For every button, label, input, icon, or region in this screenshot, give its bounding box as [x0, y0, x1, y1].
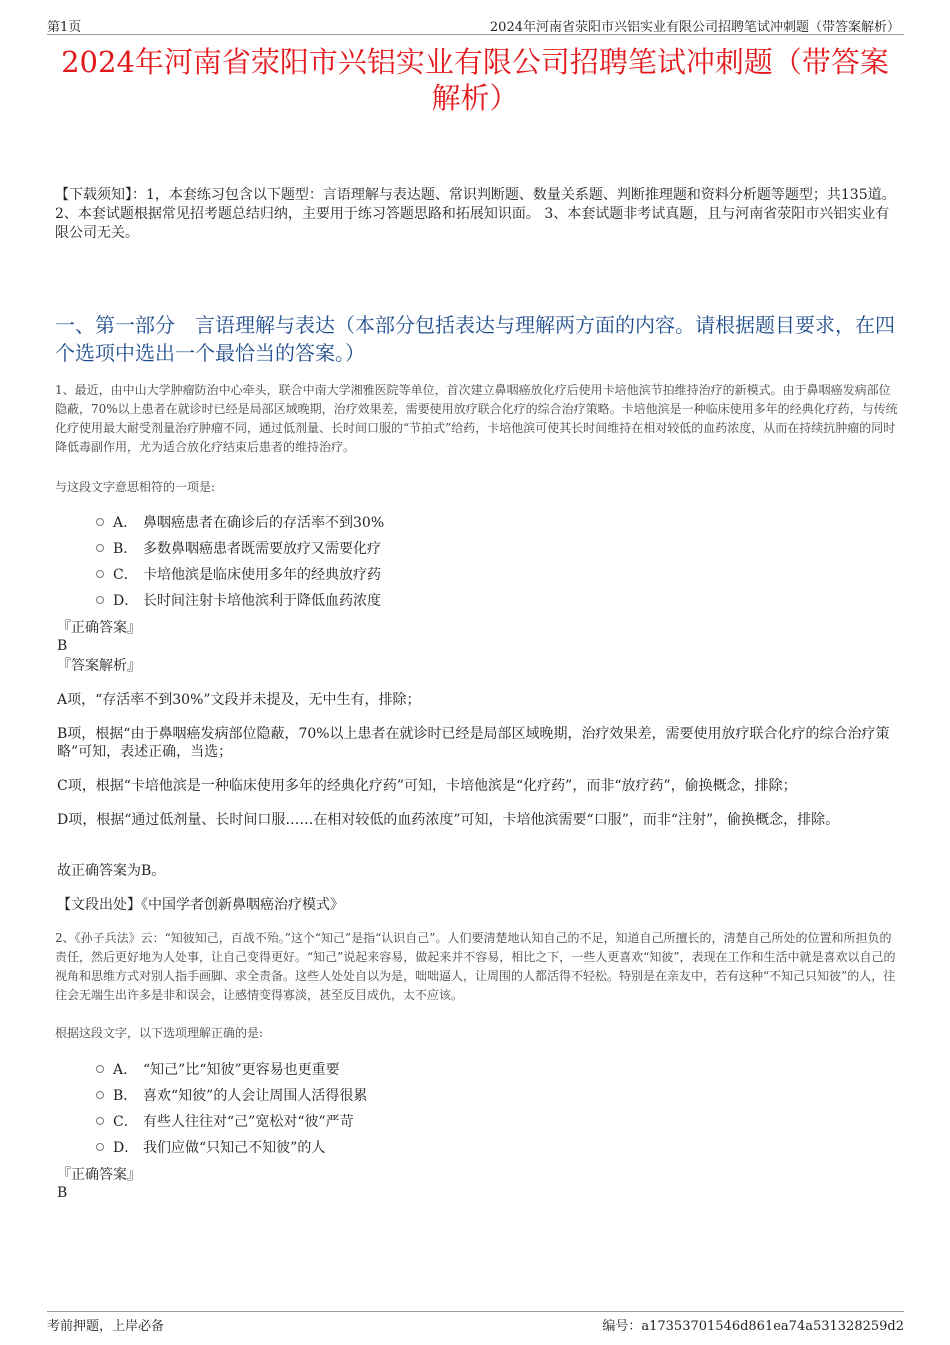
option-c[interactable]: [96, 561, 384, 587]
page-number: 第1页: [47, 20, 82, 35]
radio-icon[interactable]: [96, 570, 104, 578]
option-b[interactable]: [96, 1082, 367, 1108]
option-text: 我们应做“只知己不知彼”的人: [143, 1140, 326, 1156]
source-citation: 【文段出处】《中国学者创新鼻咽癌治疗模式》: [57, 897, 344, 913]
question-2-text: 2、《孙子兵法》云：“知彼知己，百战不殆。”这个“知己”是指“认识自己”。人们要清楚地认知自己的不足，知道自己所擅长的，清楚自己所处的位置和所担负的责任，然后更好地为人处事，让自己变得更好。“知己”说起来容易，做起来并不容易，相比之下，一些人更喜欢“知彼”，表现在工作和生活中就是喜欢以自己的视角和思维方式对别人指手画脚、求全责备。这些人处处自以为是，咄咄逼人，让周围的人都活得不轻松。特别是在亲友中，若有这种“不知己只知彼”的人，往往会无端生出许多是非和误会，让感情变得寡淡，甚至反目成仇，太不应该。: [55, 931, 896, 1002]
option-a[interactable]: [96, 1056, 367, 1082]
answer-value: B: [57, 1185, 68, 1201]
radio-icon[interactable]: [96, 1117, 104, 1125]
analysis-a: A项，“存活率不到30%”文段并未提及，无中生有，排除；: [57, 692, 421, 708]
radio-icon[interactable]: [96, 518, 104, 526]
header-doc-title: 2024年河南省荥阳市兴铝实业有限公司招聘笔试冲刺题（带答案解析）: [489, 20, 900, 35]
question-1-prompt: 与这段文字意思相符的一项是:: [55, 480, 216, 494]
footer-slogan: 考前押题，上岸必备: [47, 1319, 165, 1334]
answer-label: 『正确答案』: [57, 1167, 141, 1183]
option-b[interactable]: [96, 535, 384, 561]
option-d[interactable]: [96, 1134, 367, 1160]
option-text: 有些人往往对“己”宽松对“彼”严苛: [143, 1114, 354, 1130]
analysis-b: B项，根据“由于鼻咽癌发病部位隐蔽，70%以上患者在就诊时已经是局部区域晚期，治疗效果差，需要使用放疗联合化疗的综合治疗策略”可知，表述正确，当选；: [57, 726, 890, 760]
option-c[interactable]: [96, 1108, 367, 1134]
question-1-text: 1、最近，由中山大学肿瘤防治中心牵头，联合中南大学湘雅医院等单位，首次建立鼻咽癌放化疗后使用卡培他滨节拍维持治疗的新模式。由于鼻咽癌发病部位隐蔽，70%以上患者在就诊时已经是局部区域晚期，治疗效果差，需要使用放疗联合化疗的综合治疗策略。卡培他滨是一种临床使用多年的经典化疗药，与传统化疗使用最大耐受剂量治疗肿瘤不同，通过低剂量、长时间口服的“节拍式”给药，卡培他滨可使其长时间维持在相对较低的血药浓度，从而在持续抗肿瘤的同时降低毒副作用，尤为适合放化疗结束后患者的维持治疗。: [55, 383, 898, 454]
question-2-prompt-wrap: [55, 1024, 898, 1042]
option-text: 长时间注射卡培他滨利于降低血药浓度: [143, 593, 381, 609]
option-letter: D．: [113, 593, 139, 609]
document-title: 2024年河南省荥阳市兴铝实业有限公司招聘笔试冲刺题（带答案解析）: [61, 45, 889, 115]
option-text: 鼻咽癌患者在确诊后的存活率不到30%: [143, 515, 385, 531]
question-2-options: [96, 1056, 367, 1160]
option-letter: B．: [113, 1088, 138, 1104]
question-1-prompt-wrap: [55, 478, 898, 496]
question-1-options: [96, 509, 384, 613]
analysis-label: 『答案解析』: [57, 658, 141, 674]
radio-icon[interactable]: [96, 544, 104, 552]
option-text: 卡培他滨是临床使用多年的经典放疗药: [143, 567, 381, 583]
radio-icon[interactable]: [96, 1091, 104, 1099]
section-title: 一、第一部分 言语理解与表达（本部分包括表达与理解两方面的内容。请根据题目要求，在四个选项中选出一个最恰当的答案。）: [55, 313, 895, 365]
option-text: “知己”比“知彼”更容易也更重要: [143, 1062, 340, 1078]
radio-icon[interactable]: [96, 1143, 104, 1151]
question-1: [55, 381, 898, 457]
option-text: 喜欢“知彼”的人会让周围人活得很累: [143, 1088, 368, 1104]
option-a[interactable]: [96, 509, 384, 535]
option-letter: D．: [113, 1140, 139, 1156]
radio-icon[interactable]: [96, 596, 104, 604]
option-letter: A．: [113, 515, 138, 531]
page-footer: [47, 1311, 904, 1334]
download-notice: 【下载须知】：1，本套练习包含以下题型：言语理解与表达题、常识判断题、数量关系题、判断推理题和资料分析题等题型；共135道。 2、本套试题根据常见招考题总结归纳，主要用于练习答题思路和拓展知识面。 3、本套试题非考试真题，且与河南省荥阳市兴铝实业有限公司无关。: [55, 187, 896, 241]
radio-icon[interactable]: [96, 1065, 104, 1073]
option-letter: C．: [113, 1114, 138, 1130]
question-2-prompt: 根据这段文字，以下选项理解正确的是:: [55, 1026, 264, 1040]
option-d[interactable]: [96, 587, 384, 613]
option-letter: C．: [113, 567, 138, 583]
analysis-c: C项，根据“卡培他滨是一种临床使用多年的经典化疗药”可知，卡培他滨是“化疗药”，而非“放疗药”，偷换概念，排除；: [57, 778, 797, 794]
answer-value: B: [57, 638, 68, 654]
question-2: [55, 929, 898, 1005]
analysis-conclusion: 故正确答案为B。: [57, 863, 166, 879]
answer-label: 『正确答案』: [57, 620, 141, 636]
option-letter: B．: [113, 541, 138, 557]
footer-serial: 编号：a17353701546d861ea74a531328259d2: [602, 1319, 904, 1334]
option-text: 多数鼻咽癌患者既需要放疗又需要化疗: [143, 541, 381, 557]
analysis-d: D项，根据“通过低剂量、长时间口服……在相对较低的血药浓度”可知，卡培他滨需要“口服”，而非“注射”，偷换概念，排除。: [57, 812, 840, 828]
option-letter: A．: [113, 1062, 138, 1078]
page-header: [47, 14, 904, 35]
